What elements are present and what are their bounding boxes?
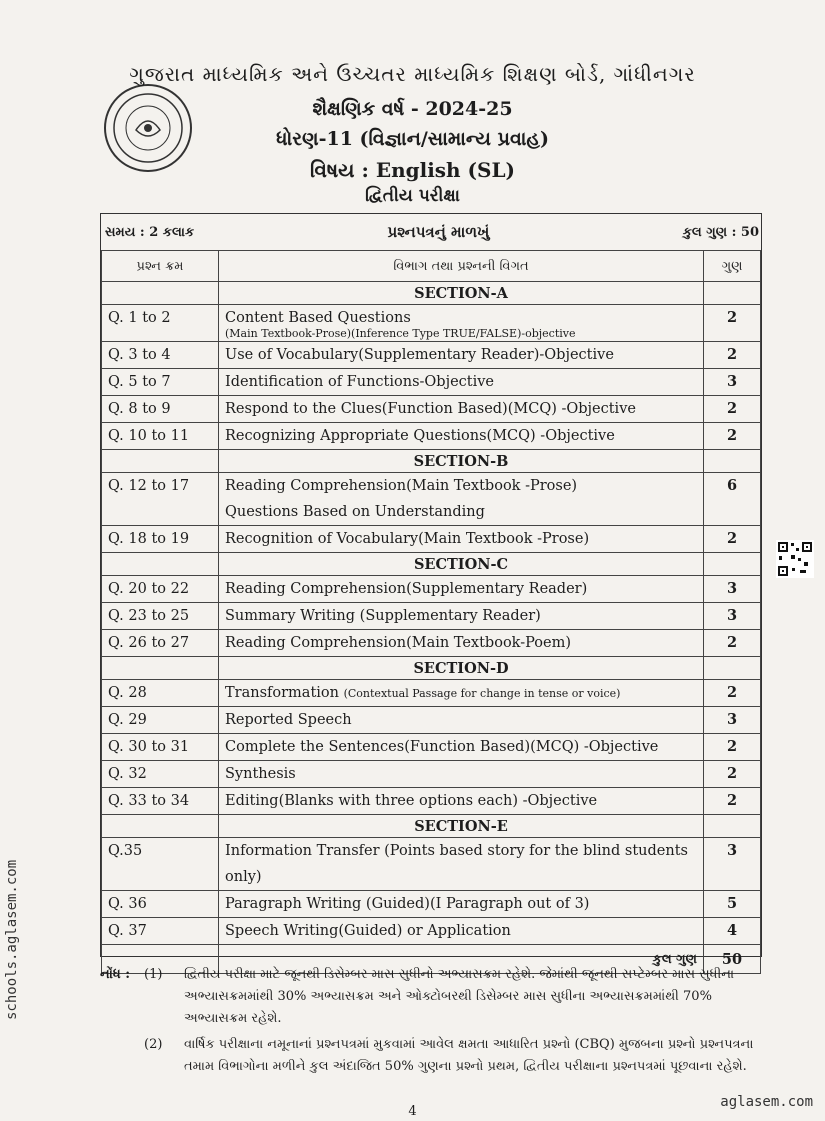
question-details [219, 734, 704, 761]
question-number: Q. 20 to 22 [102, 576, 219, 603]
table-row [102, 576, 761, 603]
question-description: Content Based Questions [225, 310, 411, 326]
question-details [219, 788, 704, 815]
question-marks: 2 [704, 342, 761, 369]
grid-body [102, 282, 761, 945]
note-1 [100, 964, 762, 1030]
question-description: Editing(Blanks with three options each) -Objective [225, 793, 598, 809]
question-number: Q. 5 to 7 [102, 369, 219, 396]
question-details [219, 423, 704, 450]
total-marks-top: કુલ ગુણ : 50 [682, 224, 759, 240]
table-row [102, 761, 761, 788]
questions-grid [101, 250, 761, 974]
section-header-row [102, 657, 761, 680]
table-row [102, 423, 761, 450]
qr-code-icon [776, 540, 814, 578]
question-details [219, 342, 704, 369]
notes-label: નોંધ : [100, 967, 131, 982]
question-number: Q. 30 to 31 [102, 734, 219, 761]
question-number: Q. 29 [102, 707, 219, 734]
question-number: Q. 23 to 25 [102, 603, 219, 630]
note-2-text: વાર્ષિક પરીક્ષાના નમૂનાનાં પ્રશ્નપત્રમાં મુકવામાં આવેલ ક્ષમતા આધારિત પ્રશ્નો (CBQ) મુજબના પ્રશ્નો પ્રશ્નપત્રના તમામ વિભાગોના મળીને કુલ અંદાજિત 50% ગુણના પ્રશ્નો પ્રથમ, દ્વિતીય પરીક્ષાના પ્રશ્નપત્રમાં પૂછવાના રહેશે. [184, 1037, 754, 1074]
question-description: Reported Speech [225, 712, 352, 728]
table-row [102, 473, 761, 526]
exam-time: સમય : 2 કલાક [105, 224, 195, 240]
table-row [102, 838, 761, 891]
question-marks: 2 [704, 734, 761, 761]
table-row [102, 526, 761, 553]
question-number: Q. 28 [102, 680, 219, 707]
col-header-marks: ગુણ [704, 251, 761, 282]
note-2 [100, 1034, 762, 1078]
table-row [102, 342, 761, 369]
question-details [219, 473, 704, 526]
table-row [102, 734, 761, 761]
question-marks: 3 [704, 369, 761, 396]
table-row [102, 305, 761, 342]
table-row [102, 369, 761, 396]
section-title: SECTION-E [219, 815, 704, 838]
col-header-description: વિભાગ તથા પ્રશ્નની વિગત [219, 251, 704, 282]
question-description: Respond to the Clues(Function Based)(MCQ) -Objective [225, 401, 636, 417]
question-marks: 2 [704, 680, 761, 707]
side-watermark: schools.aglasem.com [4, 859, 20, 1020]
question-details [219, 918, 704, 945]
notes-label-spacer [100, 1034, 144, 1078]
section-marks-spacer [704, 282, 761, 305]
notes [100, 964, 762, 1078]
section-title: SECTION-D [219, 657, 704, 680]
blueprint-table [100, 213, 762, 968]
table-row [102, 630, 761, 657]
table-row [102, 603, 761, 630]
question-details [219, 305, 704, 342]
section-spacer [102, 815, 219, 838]
question-details [219, 761, 704, 788]
question-marks: 2 [704, 423, 761, 450]
question-marks: 3 [704, 838, 761, 891]
question-description: Paragraph Writing (Guided)(I Paragraph out of 3) [225, 896, 590, 912]
table-row [102, 788, 761, 815]
section-header-row [102, 282, 761, 305]
question-marks: 2 [704, 396, 761, 423]
question-description: Use of Vocabulary(Supplementary Reader)-Objective [225, 347, 614, 363]
section-spacer [102, 657, 219, 680]
subject: વિષય : English (SL) [309, 158, 515, 182]
question-marks: 5 [704, 891, 761, 918]
question-number: Q. 10 to 11 [102, 423, 219, 450]
question-number: Q. 33 to 34 [102, 788, 219, 815]
question-number: Q. 36 [102, 891, 219, 918]
table-row [102, 707, 761, 734]
question-marks: 2 [704, 526, 761, 553]
question-marks: 6 [704, 473, 761, 526]
question-description: Speech Writing(Guided) or Application [225, 923, 511, 939]
note-2-number: (2) [144, 1037, 163, 1052]
question-note: (Contextual Passage for change in tense or voice) [343, 687, 621, 700]
table-row [102, 396, 761, 423]
section-header-row [102, 815, 761, 838]
question-details [219, 369, 704, 396]
board-name: ગુજરાત માધ્યમિક અને ઉચ્ચતર માધ્યમિક શિક્ષણ બોર્ડ, ગાંધીનગર [129, 62, 696, 86]
table-row [102, 891, 761, 918]
standard: ધોરણ-11 (વિજ્ઞાન/સામાન્ય પ્રવાહ) [276, 128, 549, 150]
question-details [219, 707, 704, 734]
question-number: Q. 18 to 19 [102, 526, 219, 553]
question-details [219, 891, 704, 918]
section-header-row [102, 553, 761, 576]
question-description-2: Questions Based on Understanding [225, 504, 485, 520]
question-details [219, 396, 704, 423]
question-description: Reading Comprehension(Main Textbook-Poem) [225, 635, 571, 651]
question-number: Q. 37 [102, 918, 219, 945]
question-details [219, 603, 704, 630]
question-marks: 2 [704, 630, 761, 657]
section-spacer [102, 282, 219, 305]
question-details [219, 630, 704, 657]
table-row [102, 680, 761, 707]
section-header-row [102, 450, 761, 473]
question-number: Q.35 [102, 838, 219, 891]
question-number: Q. 8 to 9 [102, 396, 219, 423]
question-number: Q. 1 to 2 [102, 305, 219, 342]
total-value: 50 [704, 945, 761, 974]
table-top-row [101, 214, 761, 250]
page-number: 4 [408, 1104, 417, 1119]
section-marks-spacer [704, 815, 761, 838]
question-description: Complete the Sentences(Function Based)(MCQ) -Objective [225, 739, 659, 755]
section-title: SECTION-B [219, 450, 704, 473]
question-description: Information Transfer (Points based story for the blind students only) [225, 843, 688, 885]
question-marks: 2 [704, 761, 761, 788]
col-header-question: પ્રશ્ન ક્રમ [102, 251, 219, 282]
section-marks-spacer [704, 553, 761, 576]
section-marks-spacer [704, 450, 761, 473]
question-marks: 3 [704, 576, 761, 603]
section-title: SECTION-A [219, 282, 704, 305]
question-number: Q. 26 to 27 [102, 630, 219, 657]
question-description: Reading Comprehension(Main Textbook -Prose) [225, 478, 578, 494]
question-number: Q. 3 to 4 [102, 342, 219, 369]
question-number: Q. 12 to 17 [102, 473, 219, 526]
section-spacer [102, 553, 219, 576]
question-marks: 3 [704, 603, 761, 630]
site-watermark: aglasem.com [720, 1094, 813, 1110]
question-details [219, 838, 704, 891]
question-description: Recognition of Vocabulary(Main Textbook -Prose) [225, 531, 590, 547]
academic-year: શૈક્ષણિક વર્ષ - 2024-25 [312, 98, 513, 120]
table-row [102, 918, 761, 945]
question-details [219, 526, 704, 553]
question-marks: 3 [704, 707, 761, 734]
question-marks: 4 [704, 918, 761, 945]
question-description: Identification of Functions-Objective [225, 374, 495, 390]
total-label: કુલ ગુણ [219, 945, 704, 974]
question-description: Synthesis [225, 766, 296, 782]
note-1-text: દ્વિતીય પરીક્ષા માટે જૂનથી ડિસેમ્બર માસ સુધીનો અભ્યાસક્રમ રહેશે. જેમાંથી જૂનથી સપ્ટેમ્બર માસ સુધીના અભ્યાસક્રમમાંથી 30% અભ્યાસક્રમ અને ઓક્ટોબરથી ડિસેમ્બર માસ સુધીના અભ્યાસક્રમમાંથી 70% અભ્યાસક્રમ રહેશે. [184, 967, 735, 1026]
question-description: Reading Comprehension(Supplementary Reader) [225, 581, 588, 597]
note-1-number: (1) [144, 967, 163, 982]
question-description: Transformation [225, 685, 339, 701]
question-number: Q. 32 [102, 761, 219, 788]
question-marks: 2 [704, 788, 761, 815]
question-details [219, 680, 704, 707]
section-spacer [102, 450, 219, 473]
table-title: પ્રશ્નપત્રનું માળખું [387, 223, 490, 241]
question-marks: 2 [704, 305, 761, 342]
question-description: Recognizing Appropriate Questions(MCQ) -Objective [225, 428, 615, 444]
section-marks-spacer [704, 657, 761, 680]
question-description: Summary Writing (Supplementary Reader) [225, 608, 541, 624]
question-subtext: (Main Textbook-Prose)(Inference Type TRUE/FALSE)-objective [225, 327, 576, 340]
question-details [219, 576, 704, 603]
exam-name: દ્વિતીય પરીક્ષા [365, 186, 460, 206]
section-title: SECTION-C [219, 553, 704, 576]
